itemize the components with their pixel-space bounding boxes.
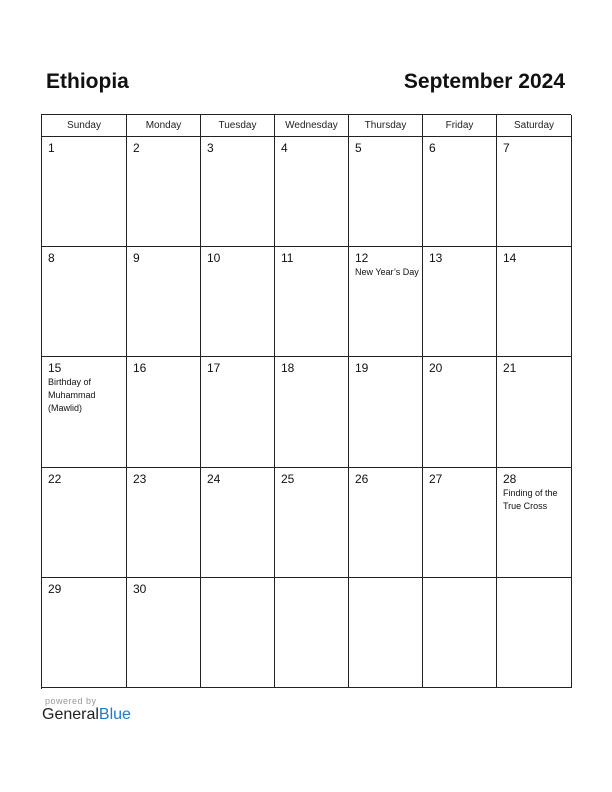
weekday-header-sunday: Sunday (42, 115, 127, 137)
weekday-header-monday: Monday (127, 115, 201, 137)
day-number: 24 (207, 472, 221, 486)
day-number: 29 (48, 582, 62, 596)
day-number: 22 (48, 472, 62, 486)
day-cell (42, 357, 127, 468)
day-number: 4 (281, 141, 288, 155)
day-cell (423, 578, 497, 688)
day-cell (201, 357, 275, 468)
country-title: Ethiopia (46, 70, 129, 93)
powered-by-text: powered by (45, 696, 97, 706)
day-cell (349, 137, 423, 247)
day-cell (349, 468, 423, 578)
day-number: 3 (207, 141, 214, 155)
day-cell (201, 468, 275, 578)
day-number: 25 (281, 472, 295, 486)
day-cell (275, 578, 349, 688)
day-number: 12 (355, 251, 369, 265)
day-cell (423, 137, 497, 247)
month-title: September 2024 (403, 70, 565, 93)
day-number: 1 (48, 141, 55, 155)
day-number: 8 (48, 251, 55, 265)
day-number: 30 (133, 582, 147, 596)
holiday-label: Finding of the True Cross (503, 488, 558, 511)
day-cell (423, 357, 497, 468)
day-cell (497, 137, 572, 247)
day-number: 28 (503, 472, 517, 486)
day-number: 17 (207, 361, 221, 375)
day-cell (42, 468, 127, 578)
day-number: 27 (429, 472, 443, 486)
day-cell (497, 578, 572, 688)
day-cell (42, 137, 127, 247)
day-cell (349, 247, 423, 357)
day-cell (423, 247, 497, 357)
day-cell (127, 357, 201, 468)
day-cell (497, 247, 572, 357)
day-cell (201, 247, 275, 357)
calendar-grid (41, 114, 571, 689)
day-number: 23 (133, 472, 147, 486)
weekday-header-saturday: Saturday (497, 115, 572, 137)
day-number: 6 (429, 141, 436, 155)
weekday-header-wednesday: Wednesday (275, 115, 349, 137)
day-number: 20 (429, 361, 443, 375)
day-number: 7 (503, 141, 510, 155)
holiday-label: New Year’s Day (355, 267, 419, 277)
day-cell (497, 468, 572, 578)
day-cell (201, 137, 275, 247)
holiday-label: Birthday of Muhammad (Mawlid) (48, 377, 96, 413)
day-number: 14 (503, 251, 517, 265)
day-number: 9 (133, 251, 140, 265)
day-number: 21 (503, 361, 517, 375)
day-number: 16 (133, 361, 147, 375)
day-cell (127, 468, 201, 578)
day-cell (275, 357, 349, 468)
day-cell (127, 137, 201, 247)
weekday-header-friday: Friday (423, 115, 497, 137)
day-cell (127, 578, 201, 688)
weekday-header-thursday: Thursday (349, 115, 423, 137)
weekday-header-tuesday: Tuesday (201, 115, 275, 137)
day-cell (275, 137, 349, 247)
day-number: 26 (355, 472, 369, 486)
logo-text-general: General (42, 706, 99, 723)
day-cell (423, 468, 497, 578)
logo-text-blue: Blue (98, 706, 131, 723)
day-cell (497, 357, 572, 468)
day-cell (201, 578, 275, 688)
day-number: 11 (281, 251, 294, 265)
day-cell (349, 578, 423, 688)
day-cell (127, 247, 201, 357)
day-number: 19 (355, 361, 369, 375)
day-number: 2 (133, 141, 140, 155)
day-number: 5 (355, 141, 362, 155)
day-cell (275, 247, 349, 357)
day-cell (275, 468, 349, 578)
day-cell (349, 357, 423, 468)
day-cell (42, 578, 127, 688)
day-number: 10 (207, 251, 221, 265)
generalblue-logo (42, 706, 131, 724)
day-cell (42, 247, 127, 357)
day-number: 18 (281, 361, 295, 375)
day-number: 13 (429, 251, 443, 265)
brand-footer (42, 696, 131, 724)
day-number: 15 (48, 361, 62, 375)
